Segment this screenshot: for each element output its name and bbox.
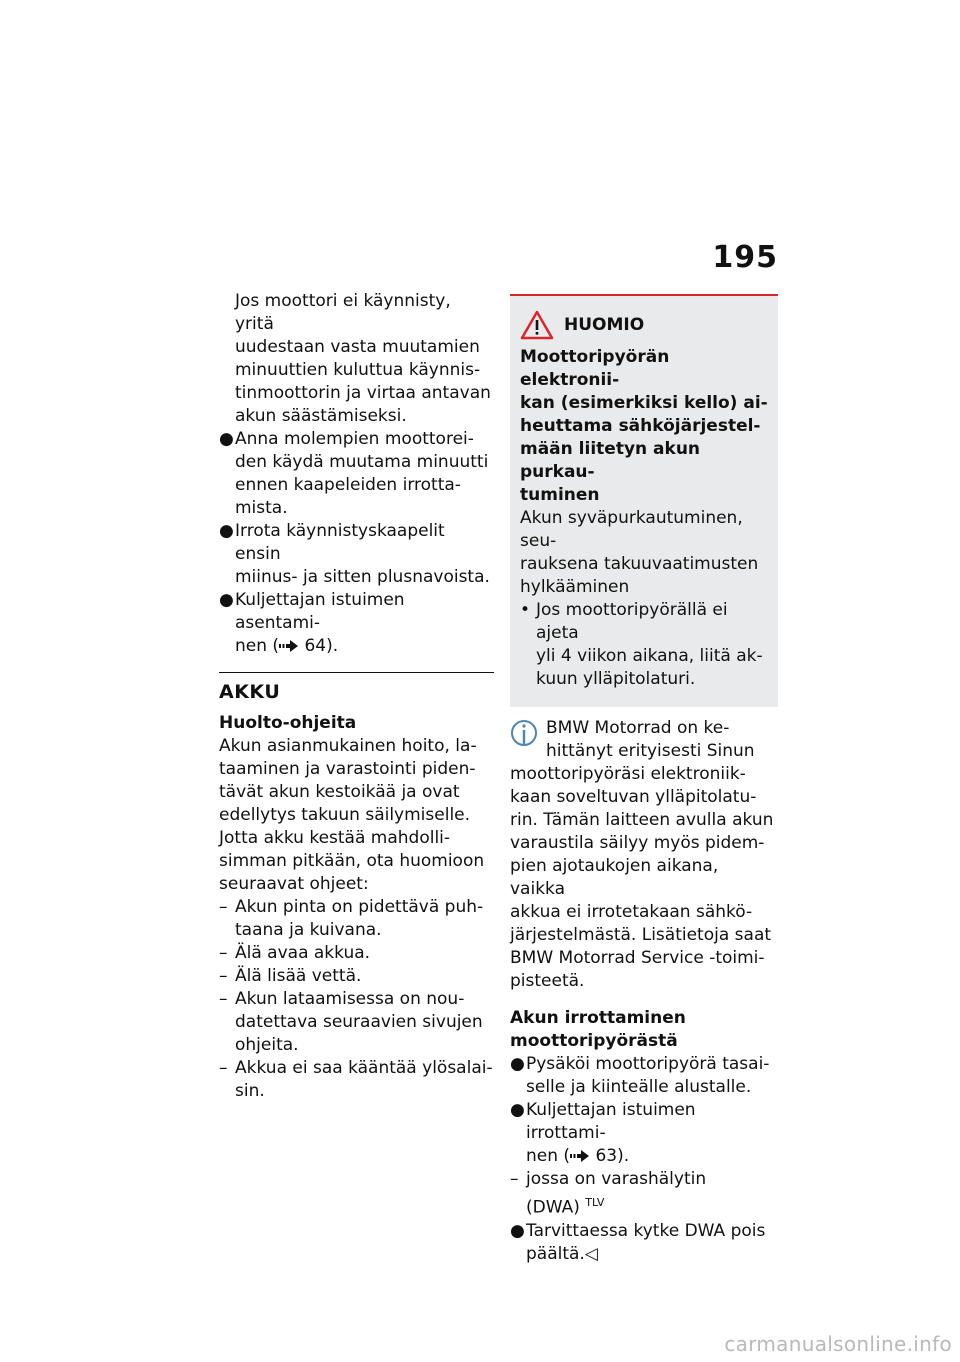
bullet-item [219,520,494,589]
text-line: moottoripyöräsi elektroniik- [510,764,746,784]
step-item [510,1053,778,1099]
page-reference-arrow-icon [570,1150,590,1162]
dash-mark: – [219,966,228,986]
text-line: hylkääminen [520,577,630,597]
bullet-item [219,428,494,520]
text-line: edellytys takuun säilymiselle. [219,805,471,825]
text-line: Jotta akku kestää mahdolli- [219,828,451,848]
text-line: tinmoottorin ja virtaa antavan [235,383,491,403]
dash-item [219,1057,494,1103]
text-line: Akun asianmukainen hoito, la- [219,736,477,756]
text-fragment: nen ( [235,636,280,656]
text-line: miinus- ja sitten plusnavoista. [235,567,490,587]
bullet-icon: ● [219,590,234,610]
text-line: kaan soveltuvan ylläpitolatu- [510,787,757,807]
text-line: minuuttien kuluttua käynnis- [235,360,481,380]
dash-item [219,942,494,965]
text-line: Irrota käynnistyskaapelit ensin [235,521,445,564]
dash-item [219,965,494,988]
paragraph [219,735,494,827]
notice-title [520,346,768,507]
text-line: Jos moottoripyörällä ei ajeta [536,600,728,643]
text-line: BMW Motorrad on ke- [546,718,730,738]
page-number: 195 [712,240,778,275]
text-line: taana ja kuivana. [235,920,382,940]
text-line: mista. [235,498,288,518]
text-line: rauksena takuuvaatimusten [520,554,759,574]
dash-mark: – [219,897,228,917]
text-line: simman pitkään, ota huomioon [219,851,485,871]
dash-item [219,988,494,1057]
left-column [219,290,494,1103]
step-item [510,1220,778,1266]
notice-box [510,294,778,707]
subheading: Huolto-ohjeita [219,713,357,733]
notice-header [520,310,768,340]
text-line: selle ja kiinteälle alustalle. [526,1077,752,1097]
notice-body [520,507,768,599]
watermark: carmanualsonline.info [724,1332,952,1356]
dash-mark: – [219,943,228,963]
text-line: Kuljettajan istuimen asentami- [235,590,405,633]
text-line: jossa on varashälytin [526,1169,707,1189]
text-line: akkua ei irrotetakaan sähkö- [510,902,753,922]
text-line: den käydä muutama minuutti [235,452,489,472]
page-reference[interactable] [235,635,494,658]
text-line: akun säästämiseksi. [235,406,407,426]
dash-mark: – [510,1169,519,1189]
bullet-icon: ● [510,1100,525,1120]
text-line: uudestaan vasta muutamien [235,337,480,357]
text-line: Akun syväpurkautuminen, seu- [520,508,743,551]
text-line: seuraavat ohjeet: [219,874,369,894]
dash-item [219,896,494,942]
text-line: Akkua ei saa kääntää ylösalai- [235,1058,493,1078]
text-line: Pysäköi moottoripyörä tasai- [526,1054,770,1074]
text-line: BMW Motorrad Service -toimi- [510,948,765,968]
text-line: ennen kaapeleiden irrotta- [235,475,461,495]
equipment-code: TLV [585,1196,605,1209]
text-line: pisteetä. [510,971,585,991]
paragraph [219,827,494,896]
info-note [510,717,778,993]
notice-bullet-item [520,599,768,691]
text-line: datettava seuraavien sivujen [235,1012,483,1032]
step-item [510,1099,778,1168]
page-reference[interactable] [526,1145,778,1168]
text-line: päältä.◁ [526,1243,598,1264]
dash-mark: – [219,1058,228,1078]
text-fragment: nen ( [526,1146,571,1166]
text-line: Älä lisää vettä. [235,966,362,986]
dash-item [510,1168,778,1220]
text-line: järjestelmästä. Lisätietoja saat [510,925,772,945]
info-icon [510,719,538,753]
text-line: Kuljettajan istuimen irrottami- [526,1100,696,1143]
bullet-icon: ● [219,429,234,449]
text-line: ohjeita. [235,1035,299,1055]
warning-triangle-icon [520,310,554,340]
text-line: moottoripyörästä [510,1031,678,1051]
notice-label: HUOMIO [564,314,645,335]
text-line: pien ajotaukojen aikana, vaikka [510,856,719,899]
intro-text [219,290,494,428]
text-line: Akun lataamisessa on nou- [235,989,465,1009]
bullet-icon: ● [510,1054,525,1074]
text-fragment: (DWA) [526,1197,580,1218]
text-line: hittänyt erityisesti Sinun [546,741,755,761]
bullet-icon: ● [510,1220,525,1241]
text-fragment: 63). [590,1146,630,1166]
right-column [510,290,778,1266]
dash-mark: – [219,989,228,1009]
text-line: Moottoripyörän elektronii- [520,347,670,390]
bullet-icon: ● [219,521,234,541]
text-line: Akun irrottaminen [510,1008,686,1028]
text-line: Tarvittaessa kytke DWA pois [526,1220,766,1241]
section-title: AKKU [219,672,494,704]
text-line: Jos moottori ei käynnisty, yritä [235,291,451,334]
text-line: tävät akun kestoikää ja ovat [219,782,460,802]
text-line: mään liitetyn akun purkau- [520,439,701,482]
text-line [526,1191,778,1220]
text-line: Älä avaa akkua. [235,943,371,963]
text-line: yli 4 viikon aikana, liitä ak- [536,646,763,666]
bullet-item [219,589,494,658]
text-fragment: 64). [299,636,339,656]
text-line: kan (esimerkiksi kello) ai- [520,393,768,413]
subheading [510,1007,778,1053]
text-line: taaminen ja varastointi piden- [219,759,476,779]
text-line: varaustila säilyy myös pidem- [510,833,765,853]
text-line: Akun pinta on pidettävä puh- [235,897,484,917]
text-line: heuttama sähköjärjestel- [520,416,761,436]
text-line: kuun ylläpitolaturi. [536,669,696,689]
page-reference-arrow-icon [279,640,299,652]
text-line: sin. [235,1081,265,1101]
text-line: rin. Tämän laitteen avulla akun [510,810,774,830]
bullet-icon: • [520,600,531,620]
text-line: tuminen [520,485,600,505]
text-line: Anna molempien moottorei- [235,429,474,449]
